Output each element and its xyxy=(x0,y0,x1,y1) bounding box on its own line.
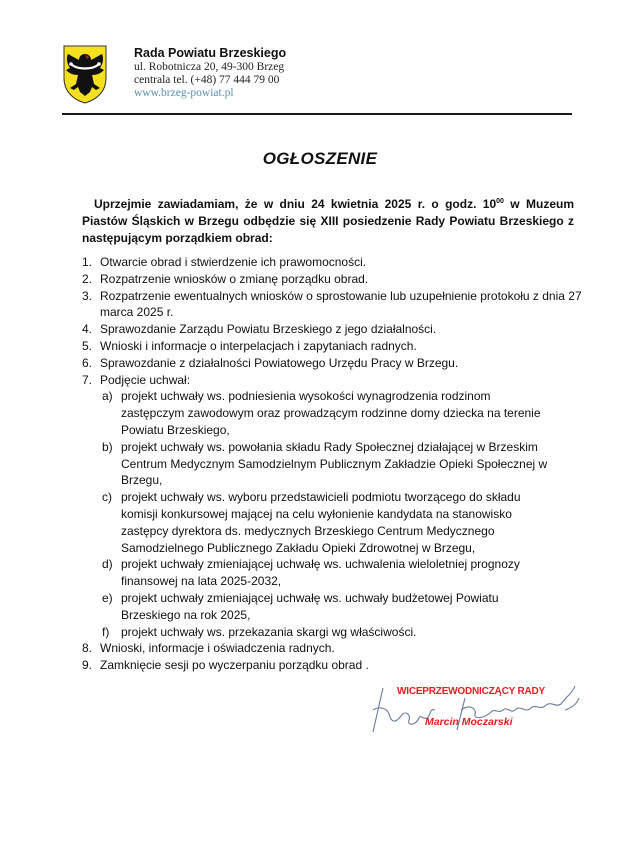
agenda-item-number: 2. xyxy=(82,271,93,286)
agenda-item-text: Rozpatrzenie ewentualnych wniosków o sprostowanie lub uzupełnienie protokołu z dnia 27 marca 2025 r. xyxy=(100,288,582,320)
agenda-item xyxy=(82,657,582,674)
agenda-item-number: 1. xyxy=(82,255,93,269)
agenda-subitem-text: projekt uchwały zmieniającej uchwałę ws. uchwalenia wieloletniej prognozy finansowej na lata 2025-2032, xyxy=(121,557,520,589)
agenda-item xyxy=(82,271,582,288)
org-info xyxy=(134,46,286,100)
intro-paragraph xyxy=(82,193,574,247)
agenda-subitem-text: projekt uchwały zmieniającej uchwałę ws. uchwały budżetowej Powiatu Brzeskiego na rok 2025, xyxy=(121,590,499,622)
agenda-subitem-letter: e) xyxy=(102,590,113,605)
org-address: ul. Robotnicza 20, 49-300 Brzeg xyxy=(134,61,285,73)
agenda-item xyxy=(82,355,582,372)
agenda-subitem-text: projekt uchwały ws. wyboru przedstawicieli podmiotu tworzącego do składu komisji konkursowej mającej na celu wyłonienie kandydata na stanowisko zastępcy dyrektora ds. medycznych Brzeskiego Centrum Medycznego Samodzielnego Publicznego Zakładu Opieki Zdrowotnej w Brzegu, xyxy=(121,490,521,555)
agenda-item-number: 7. xyxy=(82,372,93,387)
agenda-item-text: Podjęcie uchwał: xyxy=(100,372,191,387)
letterhead-divider xyxy=(62,113,572,115)
silesian-eagle-crest-icon xyxy=(62,44,108,104)
agenda-subitem-letter: c) xyxy=(102,490,112,505)
agenda-item-text: Rozpatrzenie wniosków o zmianę porządku obrad. xyxy=(100,271,369,286)
agenda-list xyxy=(82,254,582,674)
agenda-subitem-letter: b) xyxy=(102,439,113,454)
agenda-subitem-letter: a) xyxy=(102,389,113,404)
agenda-subitem xyxy=(102,489,582,556)
document-title: OGŁOSZENIE xyxy=(262,149,378,168)
agenda-item-text: Sprawozdanie Zarządu Powiatu Brzeskiego z jego działalności. xyxy=(100,322,437,337)
agenda-subitem xyxy=(102,439,582,489)
intro-text-part1: Uprzejmie zawiadamiam, że w dniu 24 kwietnia 2025 r. o godz. 10 xyxy=(94,197,497,211)
agenda-item xyxy=(82,254,582,271)
agenda-item-number: 4. xyxy=(82,322,93,337)
agenda-item xyxy=(82,321,582,338)
agenda-subitem-letter: d) xyxy=(102,557,113,572)
org-name: Rada Powiatu Brzeskiego xyxy=(134,46,287,60)
agenda-item-text: Wnioski, informacje i oświadczenia radnych. xyxy=(100,641,335,656)
agenda-subitem-text: projekt uchwały ws. podniesienia wysokości wynagrodzenia rodzinom zastępczym zawodowym oraz prowadzącym rodzinne domy dziecka na terenie Powiatu Brzeskiego, xyxy=(121,389,541,437)
agenda-item-number: 6. xyxy=(82,355,93,370)
agenda-subitem-letter: f) xyxy=(102,624,110,639)
signature-name-stamp: Marcin Moczarski xyxy=(425,716,513,728)
intro-time-superscript: 00 xyxy=(496,198,504,205)
agenda-item-text: Wnioski i informacje o interpelacjach i zapytaniach radnych. xyxy=(100,338,417,353)
agenda-subitem xyxy=(102,624,582,641)
intro-text-part2: w Muzeum Piastów Śląskich w Brzegu odbędzie się XIII posiedzenie Rady Powiatu Brzeskiego z następującym porządkiem obrad: xyxy=(82,197,574,245)
agenda-subitem xyxy=(102,388,582,438)
agenda-subitem-text: projekt uchwały ws. przekazania skargi wg właściwości. xyxy=(121,624,417,639)
agenda-item-number: 5. xyxy=(82,338,93,353)
agenda-item xyxy=(82,338,582,355)
org-phone: centrala tel. (+48) 77 444 79 00 xyxy=(134,74,280,86)
agenda-item-number: 8. xyxy=(82,641,93,656)
agenda-item-text: Sprawozdanie z działalności Powiatowego Urzędu Pracy w Brzegu. xyxy=(100,355,459,370)
org-website-link[interactable]: www.brzeg-powiat.pl xyxy=(134,87,234,99)
agenda-item xyxy=(82,372,582,389)
agenda-item-number: 9. xyxy=(82,658,93,673)
agenda-item-number: 3. xyxy=(82,288,93,303)
agenda-subitem xyxy=(102,556,582,590)
signature-block xyxy=(365,680,605,740)
agenda-item xyxy=(82,640,582,657)
letterhead xyxy=(62,44,572,116)
agenda-item xyxy=(82,288,582,322)
agenda-subitem-text: projekt uchwały ws. powołania składu Rady Społecznej działającej w Brzeskim Centrum Medycznym Samodzielnym Publicznym Zakładzie Opieki Społecznej w Brzegu, xyxy=(121,439,548,488)
agenda-subitem xyxy=(102,590,582,624)
agenda-item-text: Otwarcie obrad i stwierdzenie ich prawomocności. xyxy=(100,255,367,269)
agenda-item-text: Zamknięcie sesji po wyczerpaniu porządku obrad . xyxy=(100,658,369,673)
signature-title-stamp: WICEPRZEWODNICZĄCY RADY xyxy=(397,686,545,697)
